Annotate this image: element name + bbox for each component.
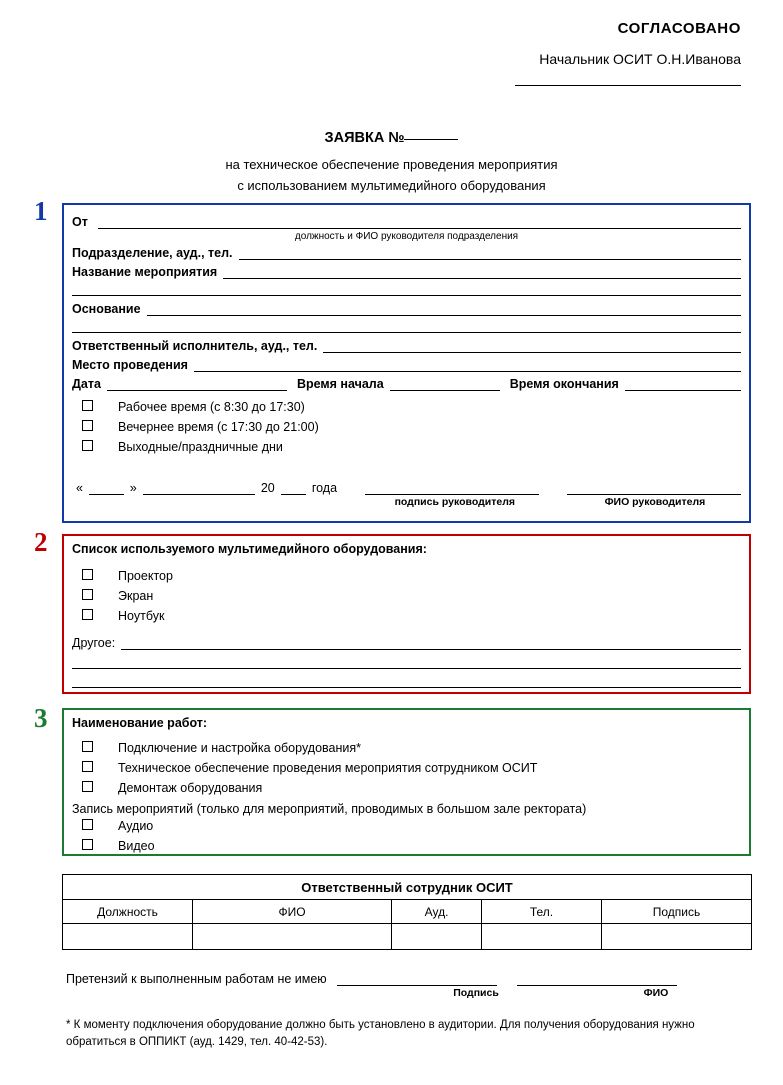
claim-text: Претензий к выполненным работам не имею [66,972,327,986]
column-header-position: Должность [63,900,193,924]
checkbox-icon[interactable] [82,589,93,600]
page-title [0,130,783,146]
work-option-row[interactable] [72,758,741,778]
recording-options-list [72,816,741,856]
checkbox-cell[interactable] [72,607,118,625]
column-header-room: Ауд. [392,900,482,924]
equipment-option-label: Проектор [118,569,173,583]
cell-phone[interactable] [482,924,602,950]
division-label: Подразделение, ауд., тел. [72,246,233,260]
time-option-label: Рабочее время (с 8:30 до 17:30) [118,400,305,414]
year-input[interactable] [281,494,306,495]
approval-title: СОГЛАСОВАНО [617,20,741,37]
recording-option-label: Аудио [118,819,154,833]
work-option-row[interactable] [72,778,741,798]
date-label: Дата [72,377,101,391]
recording-option-row[interactable] [72,816,741,836]
equipment-list-title: Список используемого мультимедийного оборудования: [72,542,427,556]
claim-signature-input[interactable] [337,985,497,986]
cell-fio[interactable] [193,924,392,950]
checkbox-icon[interactable] [82,781,93,792]
place-label: Место проведения [72,358,188,372]
column-header-fio: ФИО [193,900,392,924]
event-name-row [72,265,741,279]
section-works-list [62,708,751,856]
work-option-label: Подключение и настройка оборудования* [118,741,361,755]
date-quote-open: « [76,481,83,495]
time-option-label: Выходные/праздничные дни [118,440,283,454]
cell-signature[interactable] [602,924,752,950]
checkbox-cell[interactable] [72,817,118,835]
time-options-list [72,397,741,457]
cell-room[interactable] [392,924,482,950]
responsible-row [72,339,741,353]
column-header-phone: Тел. [482,900,602,924]
approval-block [515,20,741,86]
equipment-option-row[interactable] [72,586,741,606]
head-signature-caption: подпись руководителя [394,496,515,508]
recording-note: Запись мероприятий (только для мероприятий, проводимых в большом зале ректората) [72,802,587,816]
other-equipment-input[interactable] [121,649,741,650]
works-options-list [72,738,741,798]
document-title-block [0,130,783,193]
section-number-1: 1 [34,196,48,226]
responsible-input[interactable] [323,352,741,353]
head-fio-input[interactable] [567,494,741,495]
claim-fio-input[interactable] [517,985,677,986]
basis-input-line-2[interactable] [72,332,741,333]
event-name-input-line-2[interactable] [72,295,741,296]
equipment-option-label: Экран [118,589,154,603]
from-hint: должность и ФИО руководителя подразделения [294,231,519,242]
section-applicant-details [62,203,751,523]
head-fio-caption: ФИО руководителя [604,496,706,508]
time-option-row[interactable] [72,437,741,457]
table-row[interactable] [63,924,752,950]
section-number-2: 2 [34,527,48,557]
basis-row [72,302,741,316]
subtitle-line-2: с использованием мультимедийного оборудования [237,178,546,193]
time-option-row[interactable] [72,397,741,417]
section-1-content [72,211,741,508]
equipment-options-list [72,566,741,626]
claim-block [66,972,756,999]
checkbox-cell[interactable] [72,759,118,777]
approver-name: Начальник ОСИТ О.Н.Иванова [539,51,741,67]
table-caption-row [63,875,752,900]
claim-fio-caption: ФИО [643,987,669,999]
head-signature-input[interactable] [365,494,539,495]
checkbox-cell[interactable] [72,837,118,855]
datetime-row [72,377,741,391]
checkbox-cell[interactable] [72,398,118,416]
other-equipment-input-line-3[interactable] [72,687,741,688]
claim-signature-caption: Подпись [453,987,499,999]
date-input[interactable] [107,390,287,391]
recording-option-label: Видео [118,839,155,853]
other-equipment-row [72,636,741,650]
signature-row [72,481,741,495]
section-equipment-list [62,534,751,694]
table-caption: Ответственный сотрудник ОСИТ [63,875,752,900]
checkbox-cell[interactable] [72,739,118,757]
approval-signature-rule [515,85,741,86]
date-quote-close: » [129,481,137,495]
section-3-content [72,716,741,856]
spacer [66,987,396,999]
checkbox-icon[interactable] [82,609,93,620]
checkbox-icon[interactable] [82,819,93,830]
checkbox-cell[interactable] [72,779,118,797]
checkbox-cell[interactable] [72,438,118,456]
start-time-input[interactable] [390,390,500,391]
work-option-row[interactable] [72,738,741,758]
work-option-label: Техническое обеспечение проведения мероприятия сотрудником ОСИТ [118,761,538,775]
works-list-title: Наименование работ: [72,716,208,730]
checkbox-icon[interactable] [82,400,93,411]
basis-label: Основание [72,302,141,316]
year-suffix: года [311,481,338,495]
division-input[interactable] [239,259,741,260]
checkbox-cell[interactable] [72,567,118,585]
year-prefix: 20 [260,481,275,495]
from-label: От [72,215,88,229]
checkbox-icon[interactable] [82,569,93,580]
day-input[interactable] [89,494,124,495]
other-equipment-label: Другое: [72,636,116,650]
event-name-input[interactable] [223,278,741,279]
equipment-option-label: Ноутбук [118,609,165,623]
subtitle-line-1: на техническое обеспечение проведения мероприятия [225,157,558,172]
from-row [72,215,741,229]
claim-captions-row [66,987,756,999]
time-option-label: Вечернее время (с 17:30 до 21:00) [118,420,319,434]
place-row [72,358,741,372]
page-title-text: ЗАЯВКА № [324,130,405,146]
checkbox-icon[interactable] [82,420,93,431]
responsible-staff-table [62,874,752,950]
checkbox-icon[interactable] [82,761,93,772]
table-header-row [63,900,752,924]
from-input[interactable] [98,228,741,229]
cell-position[interactable] [63,924,193,950]
equipment-option-row[interactable] [72,606,741,626]
division-row [72,246,741,260]
checkbox-icon[interactable] [82,839,93,850]
request-number-rule [404,139,458,140]
recording-option-row[interactable] [72,836,741,856]
basis-input[interactable] [147,315,741,316]
checkbox-cell[interactable] [72,418,118,436]
start-time-label: Время начала [296,377,384,391]
work-option-label: Демонтаж оборудования [118,781,263,795]
end-time-input[interactable] [625,390,741,391]
event-name-label: Название мероприятия [72,265,218,279]
signature-captions-row [72,496,741,508]
end-time-label: Время окончания [509,377,619,391]
time-option-row[interactable] [72,417,741,437]
place-input[interactable] [194,371,741,372]
equipment-option-row[interactable] [72,566,741,586]
footnote: * К моменту подключения оборудование должно быть установлено в аудитории. Для получения оборудования нужно обратиться в ОППИКТ (ауд. 1429, тел. 40-42-53). [66,1019,695,1048]
claim-row [66,972,756,986]
checkbox-icon[interactable] [82,741,93,752]
checkbox-cell[interactable] [72,587,118,605]
checkbox-icon[interactable] [82,440,93,451]
month-input[interactable] [143,494,255,495]
section-2-content [72,542,741,688]
column-header-signature: Подпись [602,900,752,924]
section-number-3: 3 [34,703,48,733]
spacer [556,987,576,999]
other-equipment-input-line-2[interactable] [72,668,741,669]
responsible-label: Ответственный исполнитель, ауд., тел. [72,339,318,353]
